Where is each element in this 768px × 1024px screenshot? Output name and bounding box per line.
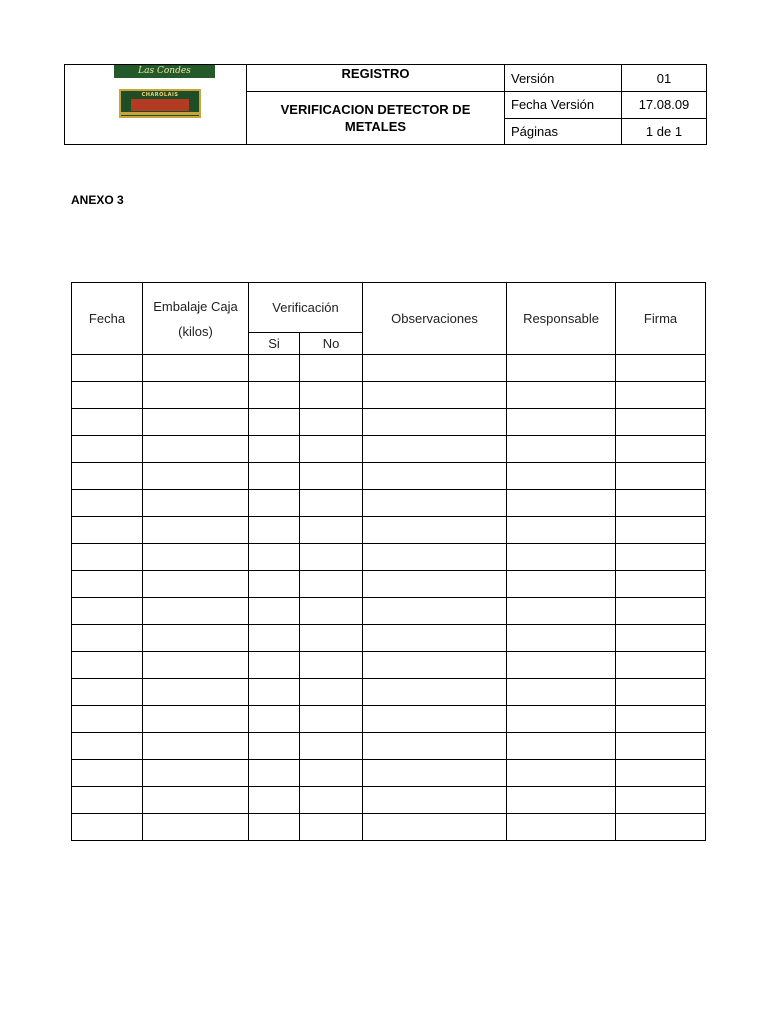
cell-fecha[interactable] xyxy=(72,463,143,490)
cell-fecha[interactable] xyxy=(72,517,143,544)
cell-si[interactable] xyxy=(249,625,300,652)
cell-no[interactable] xyxy=(300,517,363,544)
cell-no[interactable] xyxy=(300,355,363,382)
cell-embalaje[interactable] xyxy=(143,517,249,544)
cell-fecha[interactable] xyxy=(72,814,143,841)
column-header-embalaje-text: Embalaje Caja (kilos) xyxy=(153,298,238,339)
cell-si[interactable] xyxy=(249,652,300,679)
cell-si[interactable] xyxy=(249,571,300,598)
table-row xyxy=(72,679,706,706)
cell-embalaje[interactable] xyxy=(143,733,249,760)
cell-fecha[interactable] xyxy=(72,733,143,760)
table-row xyxy=(72,517,706,544)
cell-si[interactable] xyxy=(249,679,300,706)
cell-no[interactable] xyxy=(300,706,363,733)
cell-si[interactable] xyxy=(249,382,300,409)
cell-no[interactable] xyxy=(300,490,363,517)
cell-firma[interactable] xyxy=(616,490,706,517)
column-header-responsable: Responsable xyxy=(507,283,616,355)
cell-fecha[interactable] xyxy=(72,490,143,517)
table-row xyxy=(72,436,706,463)
table-row xyxy=(72,544,706,571)
logo-badge-text: CHAROLAIS xyxy=(141,92,179,98)
table-row xyxy=(72,463,706,490)
cell-responsable[interactable] xyxy=(507,787,616,814)
document-title-text: VERIFICACION DETECTOR DE METALES xyxy=(280,102,471,134)
cell-firma[interactable] xyxy=(616,652,706,679)
cell-si[interactable] xyxy=(249,733,300,760)
cell-embalaje[interactable] xyxy=(143,463,249,490)
cell-observaciones[interactable] xyxy=(363,814,507,841)
cell-embalaje[interactable] xyxy=(143,544,249,571)
cell-no[interactable] xyxy=(300,436,363,463)
cell-firma[interactable] xyxy=(616,706,706,733)
cell-fecha[interactable] xyxy=(72,355,143,382)
cell-no[interactable] xyxy=(300,787,363,814)
column-header-si: Si xyxy=(249,333,300,355)
fecha-version-label: Fecha Versión xyxy=(505,92,622,119)
cell-fecha[interactable] xyxy=(72,625,143,652)
cell-firma[interactable] xyxy=(616,463,706,490)
cell-embalaje[interactable] xyxy=(143,625,249,652)
cell-firma[interactable] xyxy=(616,382,706,409)
cell-si[interactable] xyxy=(249,814,300,841)
table-row xyxy=(72,787,706,814)
column-header-observaciones: Observaciones xyxy=(363,283,507,355)
cell-si[interactable] xyxy=(249,463,300,490)
cell-fecha[interactable] xyxy=(72,436,143,463)
document-title xyxy=(247,92,505,145)
cell-fecha[interactable] xyxy=(72,409,143,436)
cell-responsable[interactable] xyxy=(507,463,616,490)
cell-si[interactable] xyxy=(249,706,300,733)
cell-firma[interactable] xyxy=(616,517,706,544)
cell-no[interactable] xyxy=(300,652,363,679)
cell-embalaje[interactable] xyxy=(143,409,249,436)
table-row xyxy=(72,652,706,679)
cell-no[interactable] xyxy=(300,733,363,760)
anexo-label: ANEXO 3 xyxy=(71,193,124,207)
cell-observaciones[interactable] xyxy=(363,409,507,436)
cell-observaciones[interactable] xyxy=(363,490,507,517)
cell-fecha[interactable] xyxy=(72,679,143,706)
cell-observaciones[interactable] xyxy=(363,463,507,490)
version-label: Versión xyxy=(505,65,622,92)
cell-firma[interactable] xyxy=(616,679,706,706)
cell-firma[interactable] xyxy=(616,355,706,382)
cell-embalaje[interactable] xyxy=(143,490,249,517)
table-row xyxy=(72,598,706,625)
cell-fecha[interactable] xyxy=(72,571,143,598)
cell-responsable[interactable] xyxy=(507,679,616,706)
paginas-value: 1 de 1 xyxy=(622,118,707,145)
paginas-label: Páginas xyxy=(505,118,622,145)
cell-no[interactable] xyxy=(300,679,363,706)
cell-observaciones[interactable] xyxy=(363,679,507,706)
cell-no[interactable] xyxy=(300,571,363,598)
cell-responsable[interactable] xyxy=(507,409,616,436)
cell-fecha[interactable] xyxy=(72,706,143,733)
cell-firma[interactable] xyxy=(616,544,706,571)
column-header-fecha: Fecha xyxy=(72,283,143,355)
cell-no[interactable] xyxy=(300,409,363,436)
logo-cell xyxy=(65,65,247,145)
cell-observaciones[interactable] xyxy=(363,382,507,409)
cell-responsable[interactable] xyxy=(507,814,616,841)
table-row xyxy=(72,760,706,787)
column-header-firma: Firma xyxy=(616,283,706,355)
cell-observaciones[interactable] xyxy=(363,787,507,814)
cell-fecha[interactable] xyxy=(72,787,143,814)
cell-embalaje[interactable] xyxy=(143,706,249,733)
cell-fecha[interactable] xyxy=(72,544,143,571)
cell-observaciones[interactable] xyxy=(363,733,507,760)
cell-responsable[interactable] xyxy=(507,598,616,625)
cell-fecha[interactable] xyxy=(72,760,143,787)
cell-si[interactable] xyxy=(249,760,300,787)
cell-fecha[interactable] xyxy=(72,598,143,625)
cell-firma[interactable] xyxy=(616,733,706,760)
cell-firma[interactable] xyxy=(616,814,706,841)
logo-script: Las Condes xyxy=(114,65,215,78)
table-row xyxy=(72,706,706,733)
cell-responsable[interactable] xyxy=(507,652,616,679)
cell-no[interactable] xyxy=(300,598,363,625)
table-row xyxy=(72,490,706,517)
cell-embalaje[interactable] xyxy=(143,571,249,598)
cell-fecha[interactable] xyxy=(72,652,143,679)
table-body xyxy=(72,355,706,841)
cell-responsable[interactable] xyxy=(507,706,616,733)
table-row xyxy=(72,382,706,409)
cell-observaciones[interactable] xyxy=(363,571,507,598)
cell-observaciones[interactable] xyxy=(363,625,507,652)
cell-embalaje[interactable] xyxy=(143,652,249,679)
column-header-embalaje xyxy=(143,283,249,355)
cell-responsable[interactable] xyxy=(507,382,616,409)
cell-si[interactable] xyxy=(249,517,300,544)
cell-responsable[interactable] xyxy=(507,355,616,382)
cell-no[interactable] xyxy=(300,382,363,409)
cell-si[interactable] xyxy=(249,787,300,814)
cell-responsable[interactable] xyxy=(507,625,616,652)
cell-no[interactable] xyxy=(300,463,363,490)
cell-si[interactable] xyxy=(249,490,300,517)
table-row xyxy=(72,625,706,652)
cell-observaciones[interactable] xyxy=(363,355,507,382)
cell-embalaje[interactable] xyxy=(143,787,249,814)
table-row xyxy=(72,814,706,841)
cell-si[interactable] xyxy=(249,355,300,382)
version-value: 01 xyxy=(622,65,707,92)
cell-observaciones[interactable] xyxy=(363,652,507,679)
logo-plate xyxy=(131,99,189,111)
cell-observaciones[interactable] xyxy=(363,436,507,463)
cell-responsable[interactable] xyxy=(507,733,616,760)
cell-responsable[interactable] xyxy=(507,436,616,463)
cell-observaciones[interactable] xyxy=(363,517,507,544)
table-row xyxy=(72,409,706,436)
cell-firma[interactable] xyxy=(616,571,706,598)
cell-responsable[interactable] xyxy=(507,544,616,571)
cell-no[interactable] xyxy=(300,625,363,652)
column-header-verificacion: Verificación xyxy=(249,283,363,333)
cell-firma[interactable] xyxy=(616,625,706,652)
cell-si[interactable] xyxy=(249,409,300,436)
company-logo xyxy=(112,65,216,121)
fecha-version-value: 17.08.09 xyxy=(622,92,707,119)
cell-embalaje[interactable] xyxy=(143,436,249,463)
cell-si[interactable] xyxy=(249,436,300,463)
cell-firma[interactable] xyxy=(616,787,706,814)
logo-badge xyxy=(119,89,201,118)
cell-observaciones[interactable] xyxy=(363,706,507,733)
document-header xyxy=(64,64,707,145)
cell-firma[interactable] xyxy=(616,598,706,625)
table-row xyxy=(72,355,706,382)
cell-fecha[interactable] xyxy=(72,382,143,409)
registro-label: REGISTRO xyxy=(341,66,410,81)
cell-no[interactable] xyxy=(300,814,363,841)
cell-observaciones[interactable] xyxy=(363,760,507,787)
cell-embalaje[interactable] xyxy=(143,355,249,382)
verification-table xyxy=(71,282,706,841)
cell-responsable[interactable] xyxy=(507,517,616,544)
cell-observaciones[interactable] xyxy=(363,544,507,571)
cell-embalaje[interactable] xyxy=(143,679,249,706)
cell-firma[interactable] xyxy=(616,436,706,463)
cell-responsable[interactable] xyxy=(507,490,616,517)
cell-no[interactable] xyxy=(300,760,363,787)
cell-responsable[interactable] xyxy=(507,760,616,787)
cell-firma[interactable] xyxy=(616,409,706,436)
table-row xyxy=(72,571,706,598)
registro-cell xyxy=(247,65,505,92)
cell-embalaje[interactable] xyxy=(143,814,249,841)
cell-observaciones[interactable] xyxy=(363,598,507,625)
cell-embalaje[interactable] xyxy=(143,598,249,625)
cell-embalaje[interactable] xyxy=(143,760,249,787)
cell-embalaje[interactable] xyxy=(143,382,249,409)
logo-stripe xyxy=(121,112,199,115)
cell-firma[interactable] xyxy=(616,760,706,787)
column-header-no: No xyxy=(300,333,363,355)
cell-si[interactable] xyxy=(249,544,300,571)
cell-si[interactable] xyxy=(249,598,300,625)
cell-no[interactable] xyxy=(300,544,363,571)
cell-responsable[interactable] xyxy=(507,571,616,598)
table-row xyxy=(72,733,706,760)
